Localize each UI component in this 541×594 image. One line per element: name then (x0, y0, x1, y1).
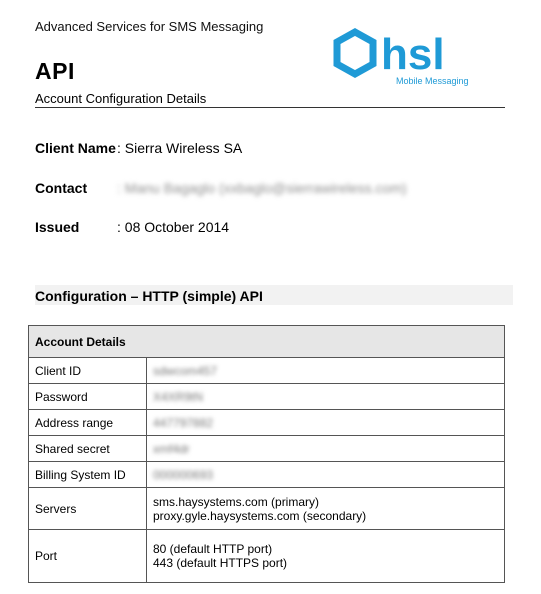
client-id-value: sdwcom457 (153, 363, 218, 378)
client-name-label: Client Name (35, 140, 116, 156)
row-key: Port (29, 530, 147, 583)
row-value (147, 358, 505, 384)
table-row (29, 462, 505, 488)
row-key: Address range (29, 410, 147, 436)
row-value (147, 530, 505, 583)
row-key: Billing System ID (29, 462, 147, 488)
address-range-value: 447797882 (153, 415, 214, 430)
port-http: 80 (default HTTP port) (153, 542, 273, 556)
table-header-cell: Account Details (29, 326, 505, 358)
row-key: Client ID (29, 358, 147, 384)
account-details-table (28, 325, 505, 583)
document-section-title: Account Configuration Details (35, 91, 207, 106)
client-name-value: : Sierra Wireless SA (117, 140, 243, 156)
hexagon-logo-mark (337, 32, 373, 74)
issued-label: Issued (35, 219, 80, 235)
logo-tagline: Mobile Messaging (396, 76, 469, 86)
table-row (29, 358, 505, 384)
password-value: X4XR9tN (153, 389, 204, 404)
port-https: 443 (default HTTPS port) (153, 556, 288, 570)
row-key: Shared secret (29, 436, 147, 462)
row-value (147, 436, 505, 462)
logo-wordmark: hsl (381, 30, 445, 79)
document-title: API (35, 58, 75, 84)
config-heading: Configuration – HTTP (simple) API (35, 285, 513, 305)
server-secondary: proxy.gyle.haysystems.com (secondary) (153, 508, 367, 523)
billing-system-id-value: 000000693 (153, 467, 214, 482)
shared-secret-value: xmf4dr (153, 441, 190, 456)
row-value (147, 384, 505, 410)
client-name-field (35, 140, 242, 156)
table-row (29, 410, 505, 436)
issued-field (35, 219, 229, 235)
table-row (29, 384, 505, 410)
server-primary: sms.haysystems.com (primary) (153, 494, 320, 509)
row-value (147, 462, 505, 488)
table-row (29, 488, 505, 530)
header-divider (35, 107, 505, 108)
hsl-logo (333, 26, 493, 90)
contact-field (35, 180, 407, 196)
row-key: Servers (29, 488, 147, 530)
row-key: Password (29, 384, 147, 410)
contact-label: Contact (35, 180, 88, 196)
contact-value: : Manu Bagaglo (xxbaglo@sierrawireless.com) (117, 180, 407, 196)
row-value (147, 488, 505, 530)
table-row (29, 436, 505, 462)
document-subtitle: Advanced Services for SMS Messaging (35, 19, 264, 34)
table-header-row (29, 326, 505, 358)
table-row (29, 530, 505, 583)
issued-value: : 08 October 2014 (117, 219, 230, 235)
row-value (147, 410, 505, 436)
